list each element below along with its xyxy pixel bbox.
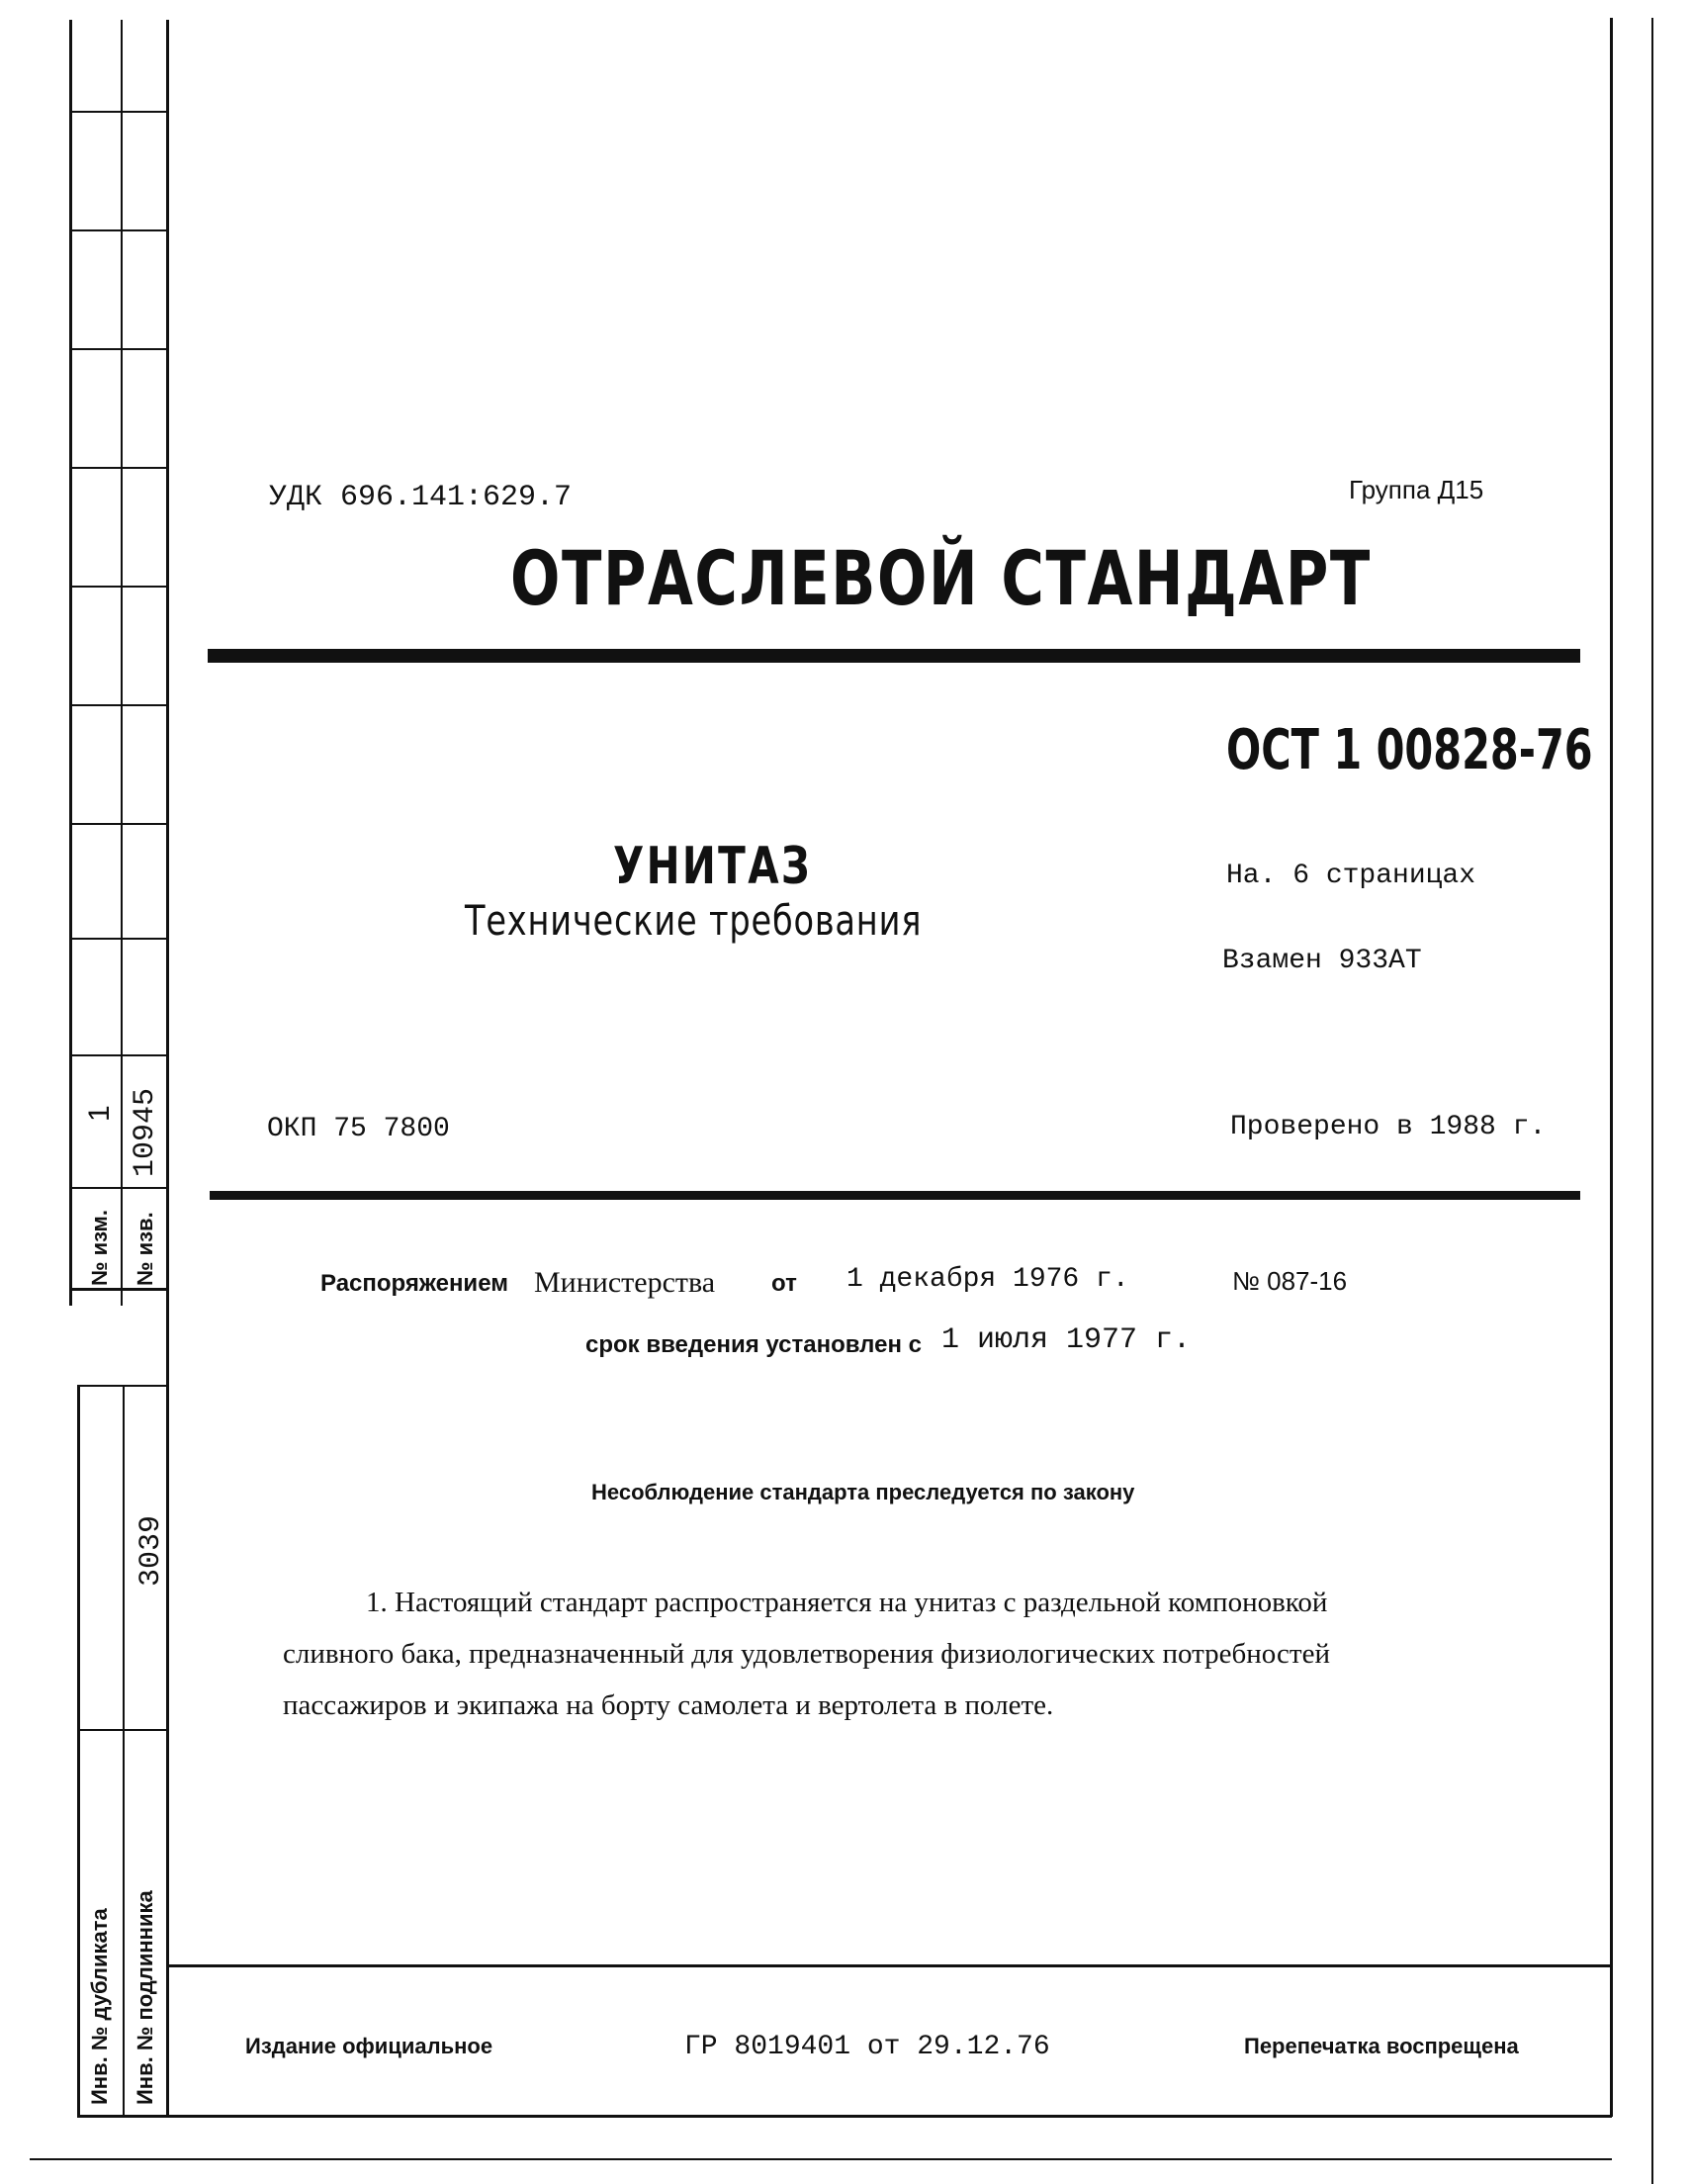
replaces: Взамен 933АТ xyxy=(1222,946,1422,976)
left-margin-line xyxy=(69,20,72,1306)
order-ministry: Министерства xyxy=(534,1266,716,1299)
product-subtitle: Технические требования xyxy=(465,896,923,945)
stamp-notice-no-label: № изв. xyxy=(133,1212,157,1286)
order-number: № 087-16 xyxy=(1232,1266,1348,1296)
order-from: от xyxy=(771,1270,797,1297)
product-name: УНИТАЗ xyxy=(613,837,813,896)
term-date: 1 июля 1977 г. xyxy=(941,1323,1192,1357)
page-bottom-edge xyxy=(30,2158,1612,2160)
stamp-column-divider-lower xyxy=(123,1385,125,2117)
order-date: 1 декабря 1976 г. xyxy=(846,1264,1129,1295)
term-label: срок введения установлен с xyxy=(585,1331,922,1358)
footer-reprint: Перепечатка воспрещена xyxy=(1244,2034,1519,2058)
frame-left-border xyxy=(166,20,169,2117)
paragraph-line-2: сливного бака, предназначенный для удовлетворения физиологических потребностей xyxy=(283,1638,1330,1670)
legal-warning: Несоблюдение стандарта преследуется по закону xyxy=(591,1480,1135,1504)
paragraph-line-3: пассажиров и экипажа на борту самолета и вертолета в полете. xyxy=(283,1689,1054,1721)
group-code: Группа Д15 xyxy=(1349,475,1484,504)
main-title: ОТРАСЛЕВОЙ СТАНДАРТ xyxy=(510,534,1372,622)
stamp-change-no-label: № изм. xyxy=(87,1210,112,1286)
udk-code: УДК 696.141:629.7 xyxy=(269,481,573,514)
frame-right-border xyxy=(1610,18,1613,2117)
order-by-label: Распоряжением xyxy=(320,1270,508,1297)
stamp-column-divider xyxy=(121,20,123,1306)
pages-count: На. 6 страницах xyxy=(1226,861,1476,891)
info-thick-rule xyxy=(210,1191,1580,1200)
frame-bottom-border xyxy=(77,2115,1612,2118)
paragraph-line-1: 1. Настоящий стандарт распространяется на унитаз с раздельной компоновкой xyxy=(366,1587,1328,1618)
stamp-change-no-value: 1 xyxy=(83,1105,116,1122)
left-margin-line-lower xyxy=(77,1385,80,2117)
stamp-orig-inv-value: 3039 xyxy=(134,1514,168,1587)
okp-code: ОКП 75 7800 xyxy=(267,1114,450,1144)
stamp-orig-inv-label: Инв. № подлинника xyxy=(133,1890,157,2105)
stamp-notice-no-value: 10945 xyxy=(129,1087,162,1177)
outer-right-edge xyxy=(1651,18,1653,2184)
checked-year: Проверено в 1988 г. xyxy=(1230,1112,1547,1142)
standard-number: ОСТ 1 00828-76 xyxy=(1226,718,1593,782)
footer-divider xyxy=(166,1964,1612,1967)
footer-edition: Издание официальное xyxy=(245,2034,493,2058)
footer-registration: ГР 8019401 от 29.12.76 xyxy=(684,2032,1050,2062)
stamp-dup-inv-label: Инв. № дубликата xyxy=(87,1908,112,2105)
title-thick-rule xyxy=(208,649,1580,663)
